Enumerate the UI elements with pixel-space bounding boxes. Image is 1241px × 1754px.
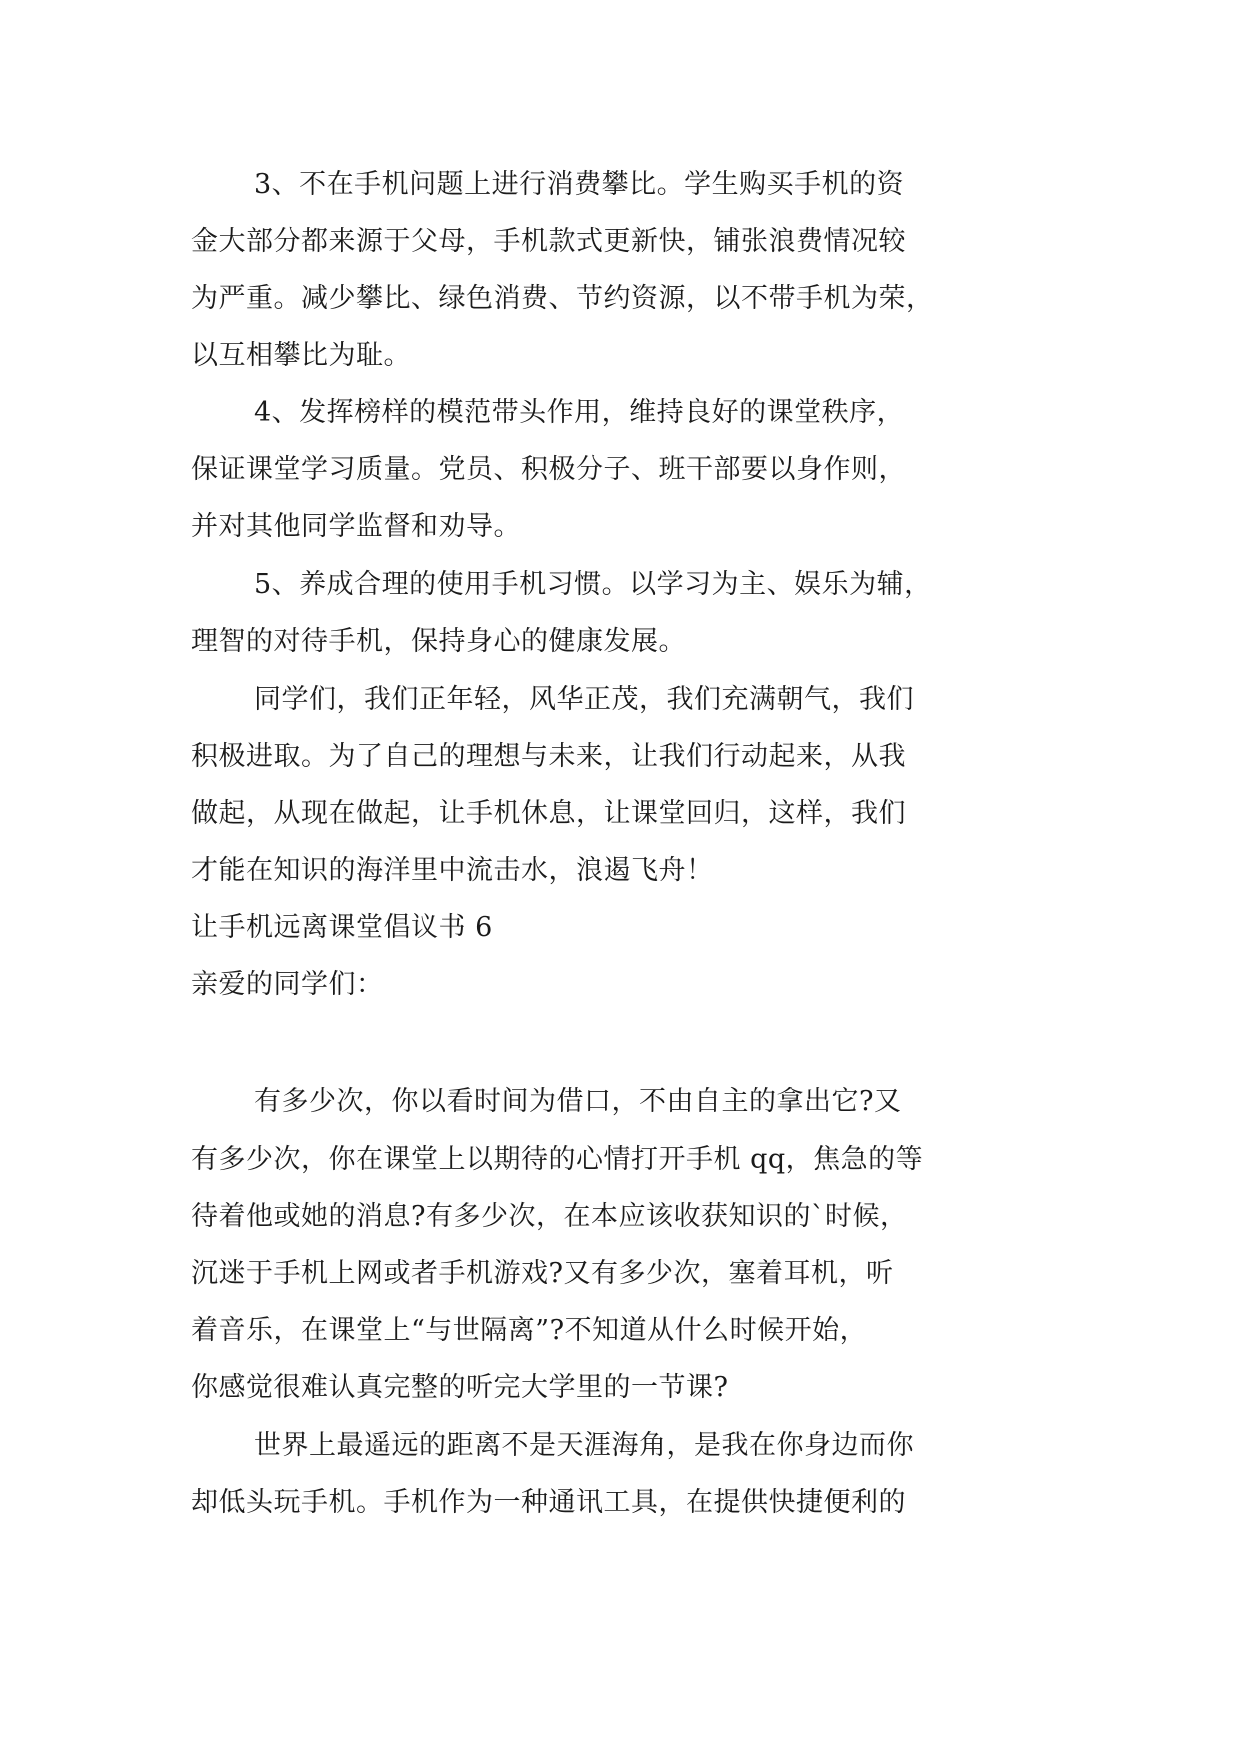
paragraph-5-line-1: 5、养成合理的使用手机习惯。以学习为主、娱乐为辅， [254,569,932,600]
body-paragraph-1-line-6: 你感觉很难认真完整的听完大学里的一节课? [191,1372,729,1403]
body-paragraph-1-line-5: 着音乐，在课堂上“与世隔离”?不知道从什么时候开始， [191,1315,868,1346]
closing-paragraph-line-2: 积极进取。为了自己的理想与未来，让我们行动起来，从我 [191,741,906,772]
paragraph-4-line-3: 并对其他同学监督和劝导。 [191,511,521,542]
paragraph-3-line-3: 为严重。减少攀比、绿色消费、节约资源，以不带手机为荣， [191,283,934,314]
paragraph-5-line-2: 理智的对待手机，保持身心的健康发展。 [191,626,686,657]
closing-paragraph-line-1: 同学们，我们正年轻，风华正茂，我们充满朝气，我们 [254,684,914,715]
body-paragraph-1-line-2: 有多少次，你在课堂上以期待的心情打开手机 qq，焦急的等 [191,1144,924,1175]
body-paragraph-2-line-2: 却低头玩手机。手机作为一种通讯工具，在提供快捷便利的 [191,1487,906,1518]
salutation: 亲爱的同学们： [191,969,384,1000]
paragraph-3-line-1: 3、不在手机问题上进行消费攀比。学生购买手机的资 [254,169,905,200]
paragraph-4-line-2: 保证课堂学习质量。党员、积极分子、班干部要以身作则， [191,454,906,485]
section-title: 让手机远离课堂倡议书 6 [191,912,493,943]
paragraph-3-line-4: 以互相攀比为耻。 [191,340,411,371]
paragraph-4-line-1: 4、发挥榜样的模范带头作用，维持良好的课堂秩序， [254,397,905,428]
body-paragraph-1-line-1: 有多少次，你以看时间为借口，不由自主的拿出它?又 [254,1086,902,1117]
closing-paragraph-line-4: 才能在知识的海洋里中流击水，浪遏飞舟！ [191,855,714,886]
body-paragraph-2-line-1: 世界上最遥远的距离不是天涯海角，是我在你身边而你 [254,1430,914,1461]
closing-paragraph-line-3: 做起，从现在做起，让手机休息，让课堂回归，这样，我们 [191,798,906,829]
body-paragraph-1-line-3: 待着他或她的消息?有多少次，在本应该收获知识的`时候， [191,1201,908,1232]
body-paragraph-1-line-4: 沉迷于手机上网或者手机游戏?又有多少次，塞着耳机，听 [191,1258,894,1289]
paragraph-3-line-2: 金大部分都来源于父母，手机款式更新快，铺张浪费情况较 [191,226,906,257]
